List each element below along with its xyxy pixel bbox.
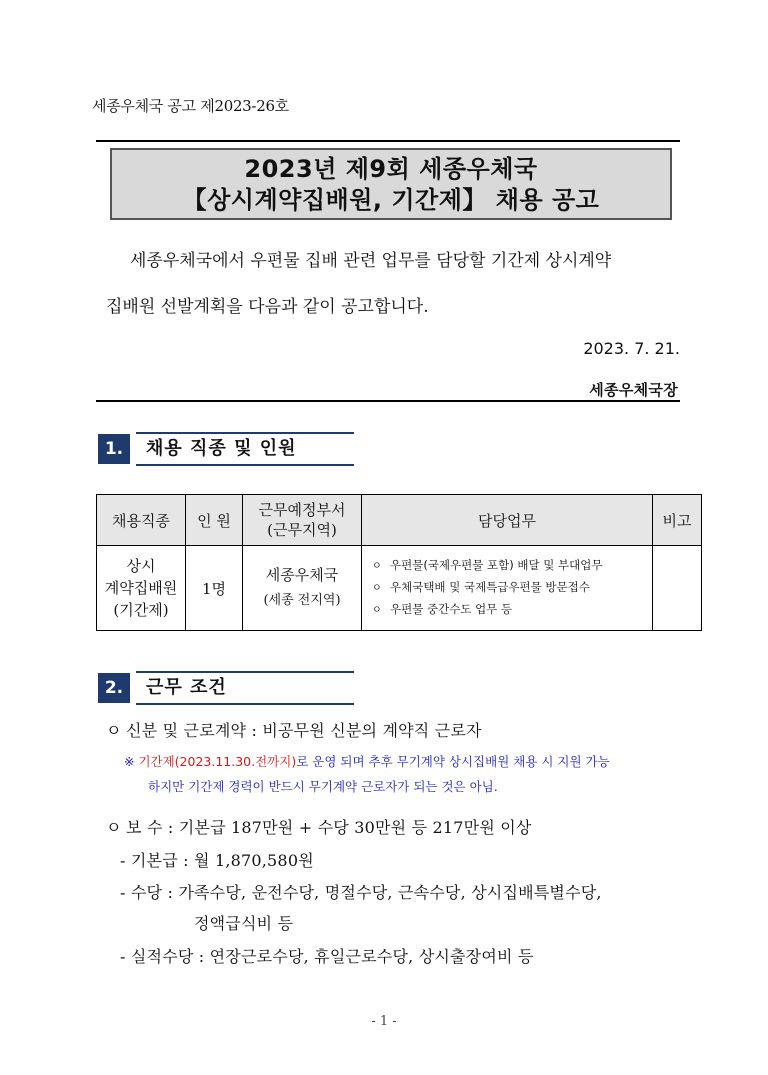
header-dept-line1: 근무예정부서 xyxy=(258,501,346,519)
recruitment-table xyxy=(96,494,702,631)
section-1-title: 채용 직종 및 인원 xyxy=(146,438,297,459)
section-1-number: 1. xyxy=(98,434,130,464)
bullet: ㅇ xyxy=(106,818,122,837)
bullet: ㅇ xyxy=(106,721,122,740)
section-2-header xyxy=(98,673,358,707)
cell-duties xyxy=(362,546,653,631)
table-header-row xyxy=(97,495,702,546)
duty-item: ㅇ 우편물(국제우편물 포함) 배달 및 부대업무 xyxy=(372,555,652,577)
notice-number: 세종우체국 공고 제2023-26호 xyxy=(92,97,289,115)
header-note: 비고 xyxy=(653,495,702,546)
allowance-line-2: 정액급식비 등 xyxy=(194,914,294,933)
intro-line-1: 세종우체국에서 우편물 집배 관련 업무를 담당할 기간제 상시계약 xyxy=(130,251,612,271)
job-line-3: (기간제) xyxy=(113,601,169,619)
cell-count: 1명 xyxy=(186,546,243,631)
header-bottom-rule xyxy=(96,400,680,402)
header-dept xyxy=(243,495,362,546)
note-mark: ※ xyxy=(124,754,139,769)
header-duties: 담당업무 xyxy=(362,495,653,546)
header-count: 인 원 xyxy=(186,495,243,546)
job-line-1: 상시 xyxy=(126,557,156,575)
title-box xyxy=(110,148,672,220)
title-line-1: 2023년 제9회 세종우체국 xyxy=(244,155,538,183)
notice-date: 2023. 7. 21. xyxy=(583,339,680,358)
section-2-title: 근무 조건 xyxy=(146,677,227,698)
fixed-term-note xyxy=(124,752,610,770)
section-1-header xyxy=(98,434,358,468)
page-number: - 1 - xyxy=(371,1014,397,1029)
employment-status-text: 신분 및 근로계약 : 비공무원 신분의 계약직 근로자 xyxy=(126,721,482,740)
note-text-1: 로 운영 되며 추후 무기계약 상시집배원 채용 시 지원 가능 xyxy=(296,754,610,769)
table-row xyxy=(97,546,702,631)
top-rule xyxy=(96,140,680,142)
fixed-term-note-line-2: 하지만 기간제 경력이 반드시 무기계약 근로자가 되는 것은 아님. xyxy=(148,779,498,794)
cell-dept xyxy=(243,546,362,631)
duty-item: ㅇ 우편물 중간수도 업무 등 xyxy=(372,599,652,621)
base-pay: - 기본급 : 월 1,870,580원 xyxy=(120,851,314,870)
header-dept-line2: (근무지역) xyxy=(267,521,337,539)
pay-text: 보 수 : 기본급 187만원 + 수당 30만원 등 217만원 이상 xyxy=(126,818,532,837)
dept-region: (세종 전지역) xyxy=(263,593,341,608)
allowance-line-1: - 수당 : 가족수당, 운전수당, 명절수당, 근속수당, 상시집배특별수당, xyxy=(120,883,602,902)
performance-pay: - 실적수당 : 연장근로수당, 휴일근로수당, 상시출장여비 등 xyxy=(120,947,534,966)
employment-status xyxy=(106,718,482,741)
cell-job xyxy=(97,546,186,631)
dept-name: 세종우체국 xyxy=(265,566,339,584)
section-2-number: 2. xyxy=(98,673,130,703)
issuer: 세종우체국장 xyxy=(589,381,678,399)
title-line-2: 【상시계약집배원, 기간제】 채용 공고 xyxy=(182,186,600,214)
header-job: 채용직종 xyxy=(97,495,186,546)
cell-note xyxy=(653,546,702,631)
duty-item: ㅇ 우체국택배 및 국제특급우편물 방문접수 xyxy=(372,577,652,599)
pay-line xyxy=(106,815,532,838)
job-line-2: 계약집배원 xyxy=(104,579,178,597)
intro-line-2: 집배원 선발계획을 다음과 같이 공고합니다. xyxy=(106,297,429,317)
note-period: 기간제(2023.11.30.전까지) xyxy=(138,754,297,769)
